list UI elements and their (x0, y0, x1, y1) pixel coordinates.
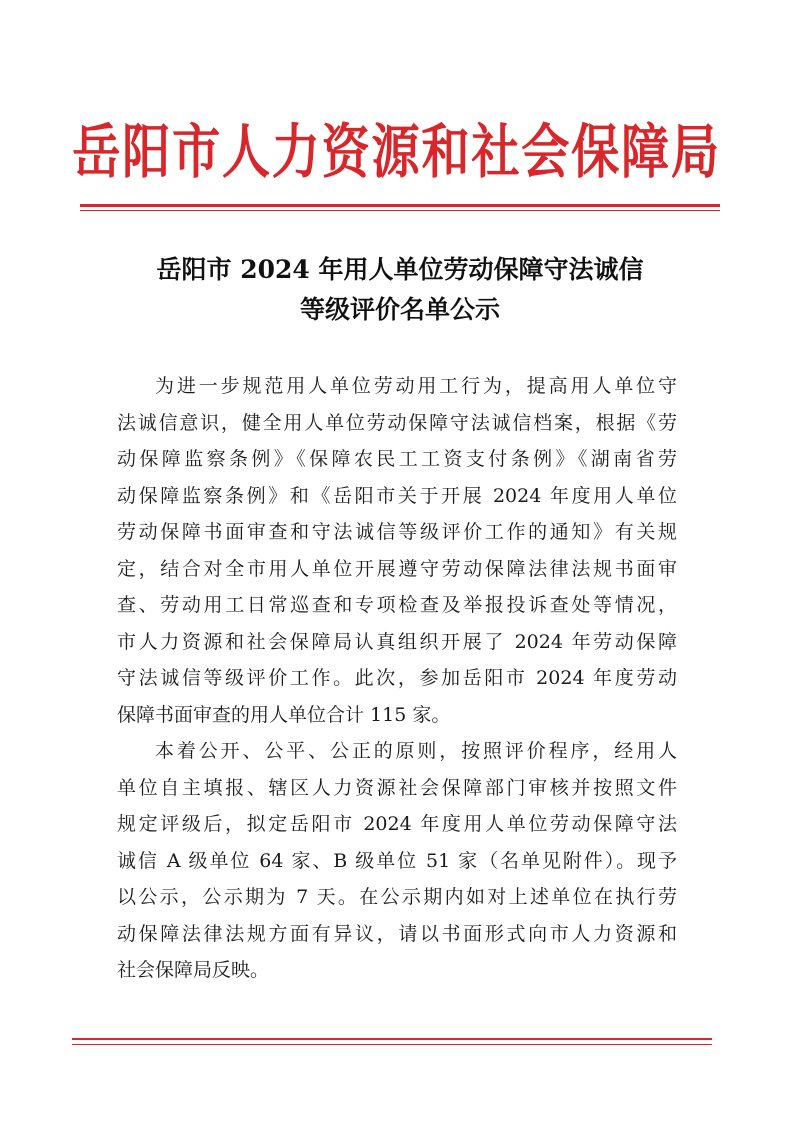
footer-rule-thin (72, 1044, 712, 1045)
body-line: 查、劳动用工日常巡查和专项检查及举报投诉查处等情况， (117, 594, 677, 616)
body-line: 定，结合对全市用人单位开展遵守劳动保障法律法规书面审 (117, 557, 677, 580)
body-line: 市人力资源和社会保障局认真组织开展了 2024 年劳动保障 (117, 630, 677, 653)
document-body (117, 368, 677, 989)
body-line: 守法诚信等级评价工作。此次，参加岳阳市 2024 年度劳动 (117, 667, 677, 689)
body-line: 动保障法律法规方面有异议，请以书面形式向市人力资源和 (117, 922, 677, 945)
document-title-line-2: 等级评价名单公示 (299, 295, 500, 324)
body-line: 诚信 A 级单位 64 家、B 级单位 51 家（名单见附件）。现予 (117, 849, 677, 872)
document-title (80, 250, 720, 330)
footer-rule-thick (72, 1038, 712, 1040)
document-title-line-1: 岳阳市 2024 年用人单位劳动保障守法诚信 (156, 255, 644, 284)
letterhead-title: 岳阳市人力资源和社会保障局 (72, 117, 721, 187)
letterhead-rule-thick (80, 204, 720, 207)
body-line: 保障书面审查的用人单位合计 115 家。 (117, 703, 451, 726)
body-line: 动保障监察条例》《保障农民工工资支付条例》《湖南省劳 (117, 448, 677, 470)
body-line: 动保障监察条例》和《岳阳市关于开展 2024 年度用人单位 (117, 484, 677, 507)
body-line: 规定评级后，拟定岳阳市 2024 年度用人单位劳动保障守法 (117, 813, 677, 835)
body-line: 为进一步规范用人单位劳动用工行为，提高用人单位守 (155, 375, 677, 397)
body-line: 社会保障局反映。 (117, 959, 270, 981)
body-line: 以公示，公示期为 7 天。在公示期内如对上述单位在执行劳 (117, 886, 677, 908)
letterhead-rule-thin (80, 210, 720, 211)
body-line: 单位自主填报、辖区人力资源社会保障部门审核并按照文件 (117, 776, 677, 799)
body-line: 本着公开、公平、公正的原则，按照评价程序，经用人 (155, 740, 677, 762)
body-line: 劳动保障书面审查和守法诚信等级评价工作的通知》有关规 (117, 521, 677, 543)
body-line: 法诚信意识，健全用人单位劳动保障守法诚信档案，根据《劳 (117, 411, 677, 434)
